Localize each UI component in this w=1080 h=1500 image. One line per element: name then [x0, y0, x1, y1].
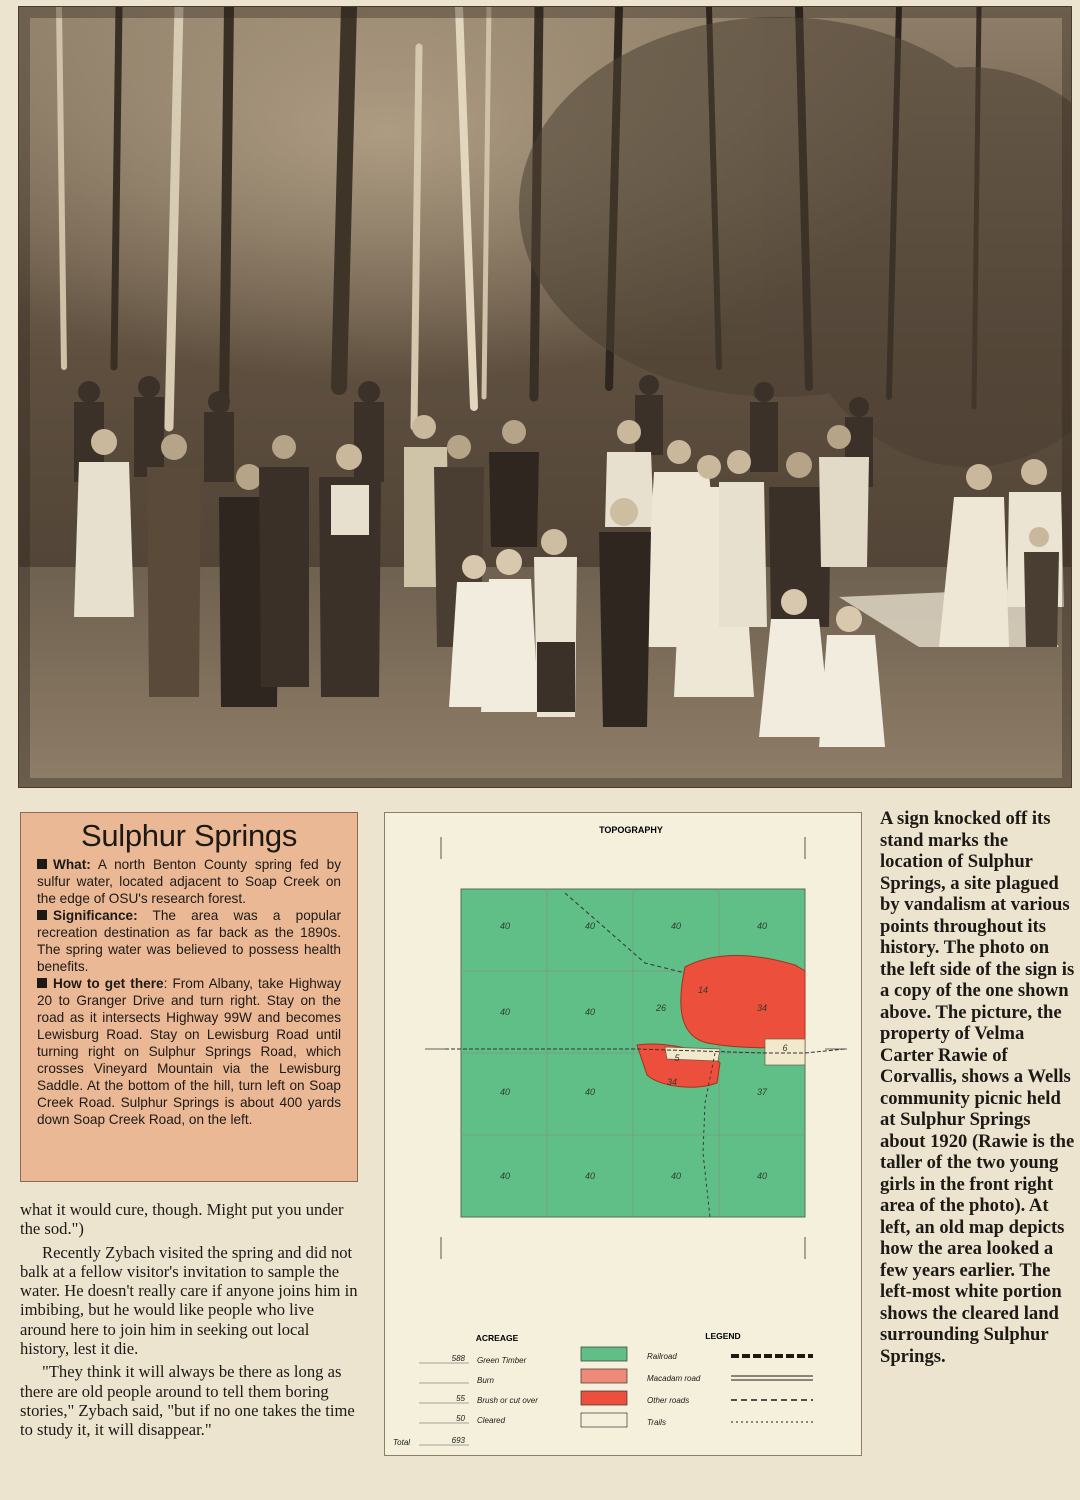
article-column	[20, 1200, 362, 1442]
acreage-label: Brush or cut over	[477, 1396, 538, 1405]
legend-label: Railroad	[647, 1352, 677, 1361]
cell-label: 40	[584, 921, 596, 931]
topography-map	[384, 812, 862, 1456]
what-label: What:	[53, 857, 91, 872]
clearing-label: 6	[782, 1043, 788, 1053]
cell-label: 40	[499, 1007, 511, 1017]
cell-label: 40	[756, 921, 768, 931]
infobox-what	[37, 856, 341, 907]
infobox-title: Sulphur Springs	[80, 818, 298, 853]
acreage-value: 588	[451, 1354, 465, 1363]
cell-label: 40	[499, 1087, 511, 1097]
picnic-photo-illustration	[19, 7, 1072, 788]
clearing-label: 14	[697, 985, 709, 995]
legend-heading: LEGEND	[705, 1331, 741, 1341]
acreage-label: Burn	[477, 1376, 494, 1385]
legend-label: Trails	[647, 1418, 666, 1427]
cell-label: 37	[756, 1087, 768, 1097]
acreage-value: 55	[456, 1394, 465, 1403]
cell-label: 40	[584, 1007, 596, 1017]
legend-label: Macadam road	[647, 1374, 701, 1383]
acreage-value: 50	[456, 1414, 465, 1423]
legend-line-samples	[731, 1356, 813, 1422]
legend-label: Other roads	[647, 1396, 690, 1405]
cell-label: 26	[655, 1003, 667, 1013]
article-paragraph: "They think it will always be there as long as there are old people around to tell them boring stories," Zybach said, "but if no one takes the time to study it, it will disappear."	[20, 1362, 355, 1440]
cell-label: 40	[584, 1087, 596, 1097]
acreage-total-value: 693	[451, 1436, 465, 1445]
directions-label: How to get there	[53, 976, 164, 991]
article-paragraph: Recently Zybach visited the spring and did not balk at a fellow visitor's invitation to sample the water. He doesn't really care if anyone joins him in imbibing, but he would like people who live around here to join him in seeking out local history, lest it die.	[20, 1242, 358, 1359]
cleared-area-red	[681, 956, 805, 1048]
cell-label: 34	[756, 1003, 768, 1013]
sulphur-springs-infobox	[20, 812, 358, 1182]
what-text: A north Benton County spring fed by sulfur water, located adjacent to Soap Creek on the edge of OSU's research forest.	[37, 857, 341, 906]
acreage-total-label: Total	[393, 1438, 411, 1447]
bullet-square-icon	[37, 910, 47, 920]
cell-label: 40	[499, 1171, 511, 1181]
photo-caption: A sign knocked off its stand marks the location of Sulphur Springs, a site plagued by vandalism at various points throughout its history. The photo on the left side of the sign is a copy of the one shown above. The picture, the property of Velma Carter Rawie of Corvallis, shows a Wells community picnic held at Sulphur Springs about 1920 (Rawie is the taller of the two young girls in the front right area of the photo). At left, an old map depicts how the area looked a few years earlier. The left-most white portion shows the cleared land surrounding Sulphur Springs.	[880, 808, 1075, 1367]
significance-text: The area was a popular recreation destination as far back as the 1890s. The spring water was believed to possess health benefits.	[37, 908, 341, 974]
picnic-photo	[18, 6, 1072, 788]
acreage-label: Cleared	[477, 1416, 506, 1425]
cell-label: 40	[670, 1171, 682, 1181]
acreage-label: Green Timber	[477, 1356, 527, 1365]
infobox-directions	[37, 975, 341, 1128]
article-paragraph: what it would cure, though. Might put you under the sod.")	[20, 1200, 344, 1239]
cell-label: 40	[499, 921, 511, 931]
legend-swatches	[581, 1347, 627, 1427]
cell-label: 40	[756, 1171, 768, 1181]
white-clearing	[665, 1047, 720, 1061]
bullet-square-icon	[37, 978, 47, 988]
clearing-label: 5	[674, 1053, 680, 1063]
directions-text: : From Albany, take Highway 20 to Granger Drive and turn right. Stay on the road as it intersects Highway 99W and becomes Lewisburg Road. Stay on Lewisburg Road until turning right on Sulphur Springs Road, which crosses Vineyard Mountain via the Lewisburg Saddle. At the bottom of the hill, turn left on Soap Creek Road. Sulphur Springs is about 400 yards down Soap Creek Road, on the left.	[37, 976, 341, 1127]
map-title: TOPOGRAPHY	[599, 825, 663, 835]
cell-label: 40	[670, 921, 682, 931]
topography-map-svg	[385, 813, 863, 1457]
significance-label: Significance:	[53, 908, 138, 923]
infobox-significance	[37, 907, 341, 975]
bullet-square-icon	[37, 859, 47, 869]
cell-label: 40	[584, 1171, 596, 1181]
acreage-heading: ACREAGE	[475, 1333, 519, 1343]
cell-label: 34	[666, 1077, 678, 1087]
